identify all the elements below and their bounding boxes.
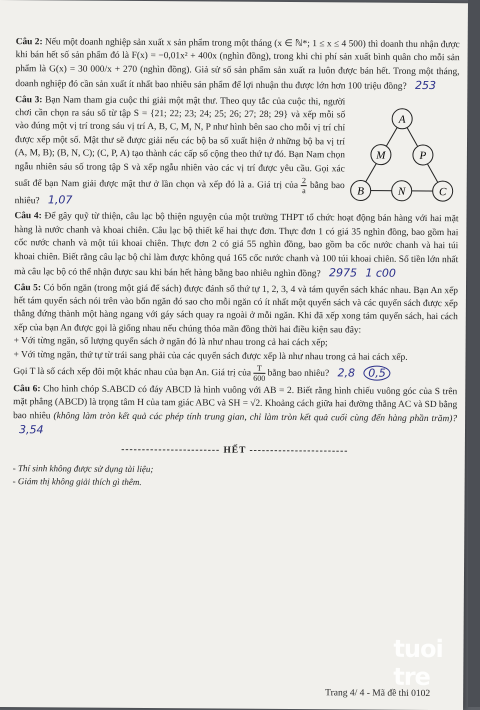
question-5-bullet-1: + Với từng ngăn, số lượng quyển sách ở ngăn đó là như nhau trong cả hai cách xếp; xyxy=(13,336,328,349)
node-n xyxy=(392,180,412,200)
handwritten-answer-4: 2975 xyxy=(328,266,358,280)
fraction-2-over-a xyxy=(301,176,307,195)
question-5-text-end: bằng bao nhiêu? xyxy=(267,368,330,379)
question-4-text: Để gây quỹ từ thiện, câu lạc bộ thiện nguyện của một trường THPT tổ chức hoạt động bán hàng với hai mặt hàng là nước chanh và khoai chiên. Câu lạc bộ thiết kế hai thực đơn. Thực đơn 1 có giá 35 nghìn đồng, bao gồm hai cốc nước chanh và một túi khoai chiên. Thực đơn 2 có giá 55 nghìn đồng, bao gồm ba cốc nước chanh và hai túi khoai chiên. Biết rằng câu lạc bộ chỉ làm được không quá 165 cốc nước chanh và 100 túi khoai chiên. Số tiền lớn nhất mà câu lạc bộ có thể nhận được sau khi bán hết hàng bằng bao nhiêu nghìn đồng? xyxy=(14,211,459,280)
fraction-numerator: T xyxy=(253,364,265,374)
node-a xyxy=(392,108,412,128)
exam-content xyxy=(13,36,460,491)
question-5-bullet-2: + Với từng ngăn, thứ tự từ trái sang phải của các quyển sách được xếp là như nhau trong cả hai cách xếp. xyxy=(13,349,408,363)
footer-note-1: - Thí sinh không được sử dụng tài liệu; xyxy=(12,463,154,475)
page-number: Trang 4/ 4 - Mã đề thi 0102 xyxy=(325,688,431,700)
question-3-text-end: bằng bao nhiêu? xyxy=(14,180,345,207)
question-5 xyxy=(13,282,458,385)
svg-text:M: M xyxy=(376,149,386,162)
footer-note-2: - Giám thị không giải thích gì thêm. xyxy=(12,476,142,487)
question-3-label: Câu 3: xyxy=(15,94,43,105)
question-3-text: Bạn Nam tham gia cuộc thi giải một mật thư. Theo quy tắc của cuộc thi, người chơi cần chọn ra sáu số từ tập S = {21; 22; 23; 24; 25; 26; 27; 28; 29} và xếp mỗi số vào đúng một vị trí trong sáu vị trí A, B, C, M, N, P như hình bên sao cho mỗi vị trí chỉ được xếp một số. Mật thư sẽ được giải nếu các bộ ba số xuất hiện ở những bộ ba vị trí (A, M, B); (B, N, C); (C, P, A) tạo thành các cấp số cộng theo thứ tự đó. Bạn Nam chọn ngẫu nhiên sáu số trong tập S và xếp ngẫu nhiên vào các vị trí được yêu cầu. Gọi xác suất để bạn Nam giải được mật thư ở lần chọn và xếp đó là a. Giá trị của xyxy=(14,94,346,191)
node-m xyxy=(371,144,391,164)
fraction-numerator: 2 xyxy=(301,176,307,186)
question-2-text: Nếu một doanh nghiệp sản xuất x sản phẩm trong một tháng (x ∈ ℕ*; 1 ≤ x ≤ 4 500) thì doanh thu nhận được khi bán hết số sản phẩm đó là F(x) = −0,01x² + 400x (nghìn đồng), trong khi chi phí sản xuất bình quân cho mỗi sản phẩm là G(x) = 30 000/x + 270 (nghìn đồng). Giả sử số sản phẩm sản xuất ra luôn được bán hết. Trong một tháng, doanh nghiệp đó cần sản xuất ít nhất bao nhiêu sản phẩm để lợi nhuận thu được lớn hơn 100 triệu đồng? xyxy=(15,37,460,93)
node-p xyxy=(413,145,433,165)
question-5-tail: Gọi T là số cách xếp đôi một khác nhau của bạn An. Giá trị của xyxy=(13,366,252,379)
handwritten-side-note-4: 1 c00 xyxy=(365,266,396,280)
handwritten-circled-score-5: 0,5 xyxy=(363,365,391,381)
handwritten-answer-3: 1,07 xyxy=(47,193,73,207)
svg-text:B: B xyxy=(357,185,365,198)
question-4-label: Câu 4: xyxy=(14,211,42,222)
question-2-label: Câu 2: xyxy=(15,37,43,48)
question-5-label: Câu 5: xyxy=(13,282,41,293)
node-b xyxy=(351,180,371,200)
handwritten-answer-2: 253 xyxy=(414,79,437,93)
question-5-text: Có bốn ngăn (trong một giá để sách) được đánh số thứ tự 1, 2, 3, 4 và tám quyển sách khác nhau. Bạn An xếp hết tám quyển sách nói trên vào bốn ngăn đó sao cho mỗi ngăn có ít nhất một quyển sách và các quyển sách được xếp thẳng đứng thành một hàng ngang với gáy sách quay ra ngoài ở mỗi ngăn. Khi đã xếp xong tám quyển sách, hai cách xếp của bạn An được gọi là giống nhau nếu chúng thỏa mãn đồng thời hai điều kiện sau đây: xyxy=(13,282,459,336)
node-c xyxy=(433,181,453,201)
svg-text:A: A xyxy=(398,113,406,126)
background-edge xyxy=(468,0,480,707)
question-6-label: Câu 6: xyxy=(13,384,41,395)
fraction-t-over-600 xyxy=(253,364,265,383)
question-4 xyxy=(14,211,458,283)
svg-text:N: N xyxy=(397,185,406,198)
svg-text:C: C xyxy=(438,185,447,198)
fraction-denominator: 600 xyxy=(253,373,266,383)
handwritten-answer-6: 3,54 xyxy=(18,423,44,437)
newspaper-watermark-logo: tuoi tre xyxy=(393,634,443,692)
question-3 xyxy=(15,94,460,212)
svg-text:P: P xyxy=(419,149,427,162)
question-6-text: Cho hình chóp S.ABCD có đáy ABCD là hình vuông với AB = 2. Biết rằng hình chiếu vuông góc của S trên mặt phẳng (ABCD) là trọng tâm H của tam giác ABC và SH = √2. Khoảng cách giữa hai đường thẳng AC và SD bằng bao nhiêu xyxy=(13,384,458,422)
question-6-italic-note: (không làm tròn kết quả các phép tính trung gian, chỉ làm tròn kết quả cuối cùng đến hàng phần trăm)? xyxy=(53,411,458,424)
triangle-diagram xyxy=(345,104,461,205)
handwritten-answer-5: 2,8 xyxy=(337,365,356,380)
fraction-denominator: a xyxy=(302,186,306,196)
question-6 xyxy=(13,383,457,442)
end-marker: ------------------------ HẾT ------------------------ xyxy=(121,444,349,457)
question-2 xyxy=(15,36,459,95)
